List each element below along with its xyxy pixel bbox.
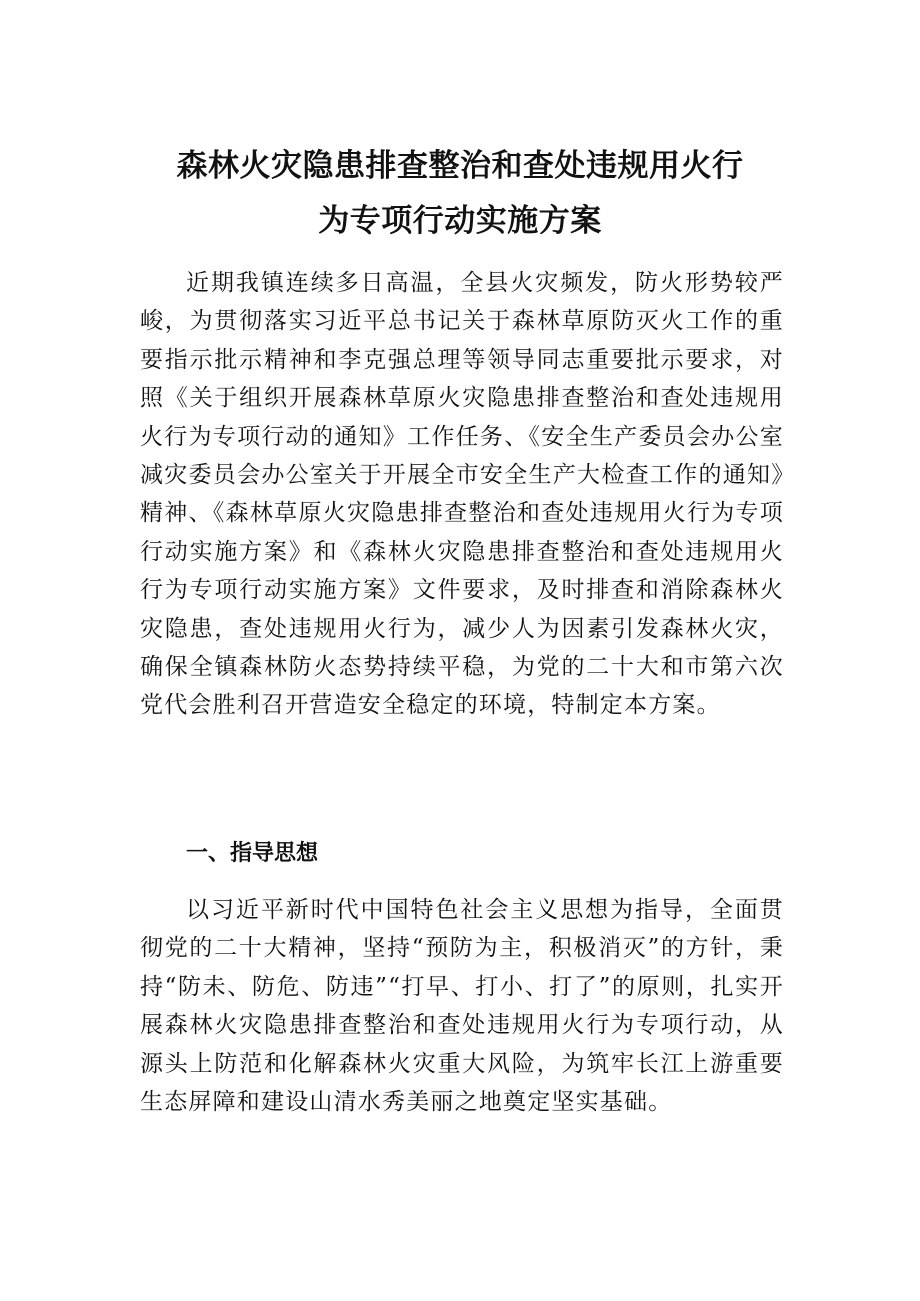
guiding-ideology-section xyxy=(140,891,784,1121)
intro-section xyxy=(140,264,784,725)
document-title xyxy=(0,139,920,249)
title-line-1: 森林火灾隐患排查整治和查处违规用火行 xyxy=(176,148,744,184)
title-line-2: 为专项行动实施方案 xyxy=(318,203,602,239)
guiding-ideology-paragraph: 以习近平新时代中国特色社会主义思想为指导，全面贯彻党的二十大精神，坚持“预防为主，积极消灭”的方针，秉持“防未、防危、防违”“打早、打小、打了”的原则，扎实开展森林火灾隐患排查整治和查处违规用火行为专项行动，从源头上防范和化解森林火灾重大风险，为筑牢长江上游重要生态屏障和建设山清水秀美丽之地奠定坚实基础。 xyxy=(140,897,784,1116)
intro-paragraph: 近期我镇连续多日高温，全县火灾频发，防火形势较严峻，为贯彻落实习近平总书记关于森林草原防灭火工作的重要指示批示精神和李克强总理等领导同志重要批示要求，对照《关于组织开展森林草原火灾隐患排查整治和查处违规用火行为专项行动的通知》工作任务、《安全生产委员会办公室减灾委员会办公室关于开展全市安全生产大检查工作的通知》精神、《森林草原火灾隐患排查整治和查处违规用火行为专项行动实施方案》和《森林火灾隐患排查整治和查处违规用火行为专项行动实施方案》文件要求，及时排查和消除森林火灾隐患，查处违规用火行为，减少人为因素引发森林火灾，确保全镇森林防火态势持续平稳，为党的二十大和市第六次党代会胜利召开营造安全稳定的环境，特制定本方案。 xyxy=(140,270,784,719)
section-heading-guiding-ideology: 一、指导思想 xyxy=(186,841,319,866)
